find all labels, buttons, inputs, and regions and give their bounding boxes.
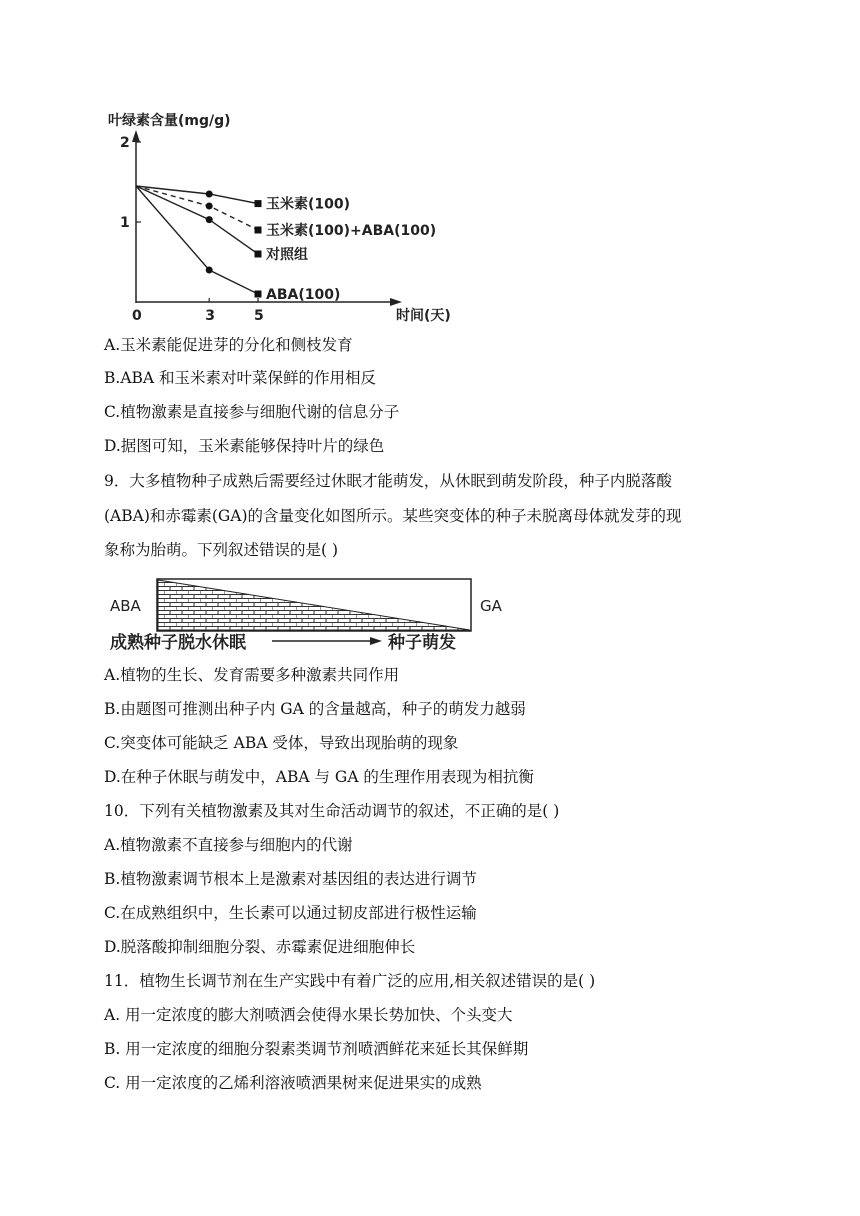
- x-tick-label: 0: [132, 308, 142, 324]
- data-point-end: [255, 200, 262, 207]
- series-label: 对照组: [266, 247, 308, 263]
- q11-stem: 11．植物生长调节剂在生产实践中有着广泛的应用,相关叙述错误的是( ): [104, 972, 596, 990]
- y-tick-label: 1: [120, 215, 130, 231]
- q8-option-b: B.ABA 和玉米素对叶菜保鲜的作用相反: [104, 369, 377, 387]
- q9-stem-line-1: 9．大多植物种子成熟后需要经过休眠才能萌发，从休眠到萌发阶段，种子内脱落酸: [104, 472, 672, 490]
- q9-stem-line-3: 象称为胎萌。下列叙述错误的是( ): [104, 541, 339, 559]
- q10-option-d: D.脱落酸抑制细胞分裂、赤霉素促进细胞伸长: [104, 938, 416, 956]
- end-stage-label: 种子萌发: [388, 633, 456, 653]
- data-point: [206, 267, 213, 274]
- y-tick-label: 2: [120, 135, 130, 151]
- data-point: [206, 203, 213, 210]
- data-point-end: [255, 227, 262, 234]
- q10-option-c: C.在成熟组织中，生长素可以通过韧皮部进行极性运输: [104, 904, 477, 922]
- x-tick-label: 3: [205, 308, 215, 324]
- data-point-end: [255, 291, 262, 298]
- data-point: [206, 191, 213, 198]
- data-point-end: [255, 251, 262, 258]
- y-axis-arrow: [132, 130, 140, 142]
- start-stage-label: 成熟种子脱水休眠: [110, 633, 246, 653]
- aba-area: [158, 580, 470, 630]
- q9-stem-line-2: (ABA)和赤霉素(GA)的含量变化如图所示。某些突变体的种子未脱离母体就发芽的现: [104, 507, 682, 525]
- series-label: 玉米素(100)+ABA(100): [266, 223, 437, 239]
- q10-option-b: B.植物激素调节根本上是激素对基因组的表达进行调节: [104, 870, 477, 888]
- series-label: 玉米素(100): [266, 196, 351, 213]
- q11-option-c: C. 用一定浓度的乙烯利溶液喷洒果树来促进果实的成熟: [104, 1074, 482, 1092]
- q9-option-a: A.植物的生长、发育需要多种激素共同作用: [104, 666, 400, 684]
- q9-option-c: C.突变体可能缺乏 ABA 受体，导致出现胎萌的现象: [104, 734, 459, 752]
- x-axis-arrow: [390, 298, 402, 306]
- q9-option-d: D.在种子休眠与萌发中，ABA 与 GA 的生理作用表现为相抗衡: [104, 768, 534, 786]
- q11-option-b: B. 用一定浓度的细胞分裂素类调节剂喷洒鲜花来延长其保鲜期: [104, 1040, 529, 1058]
- data-point: [206, 216, 213, 223]
- series-line: [136, 186, 258, 254]
- q8-option-a: A.玉米素能促进芽的分化和侧枝发育: [104, 336, 353, 354]
- q9-option-b: B.由题图可推测出种子内 GA 的含量越高，种子的萌发力越弱: [104, 700, 526, 718]
- q8-option-c: C.植物激素是直接参与细胞代谢的信息分子: [104, 403, 400, 421]
- aba-label: ABA: [110, 597, 141, 615]
- q10-option-a: A.植物激素不直接参与细胞内的代谢: [104, 836, 353, 854]
- aba-ga-area-chart: [104, 574, 524, 654]
- progress-arrow-head: [370, 637, 382, 645]
- x-axis-label: 时间(天): [396, 308, 451, 324]
- chlorophyll-line-chart: [104, 108, 484, 328]
- ga-label: GA: [480, 597, 502, 615]
- series-label: ABA(100): [266, 287, 341, 303]
- x-tick-label: 5: [254, 308, 264, 324]
- q8-option-d: D.据图可知，玉米素能够保持叶片的绿色: [104, 437, 385, 455]
- q11-option-a: A. 用一定浓度的膨大剂喷洒会使得水果长势加快、个头变大: [104, 1006, 513, 1024]
- y-axis-label: 叶绿素含量(mg/g): [108, 113, 231, 129]
- q10-stem: 10．下列有关植物激素及其对生命活动调节的叙述，不正确的是( ): [104, 802, 560, 820]
